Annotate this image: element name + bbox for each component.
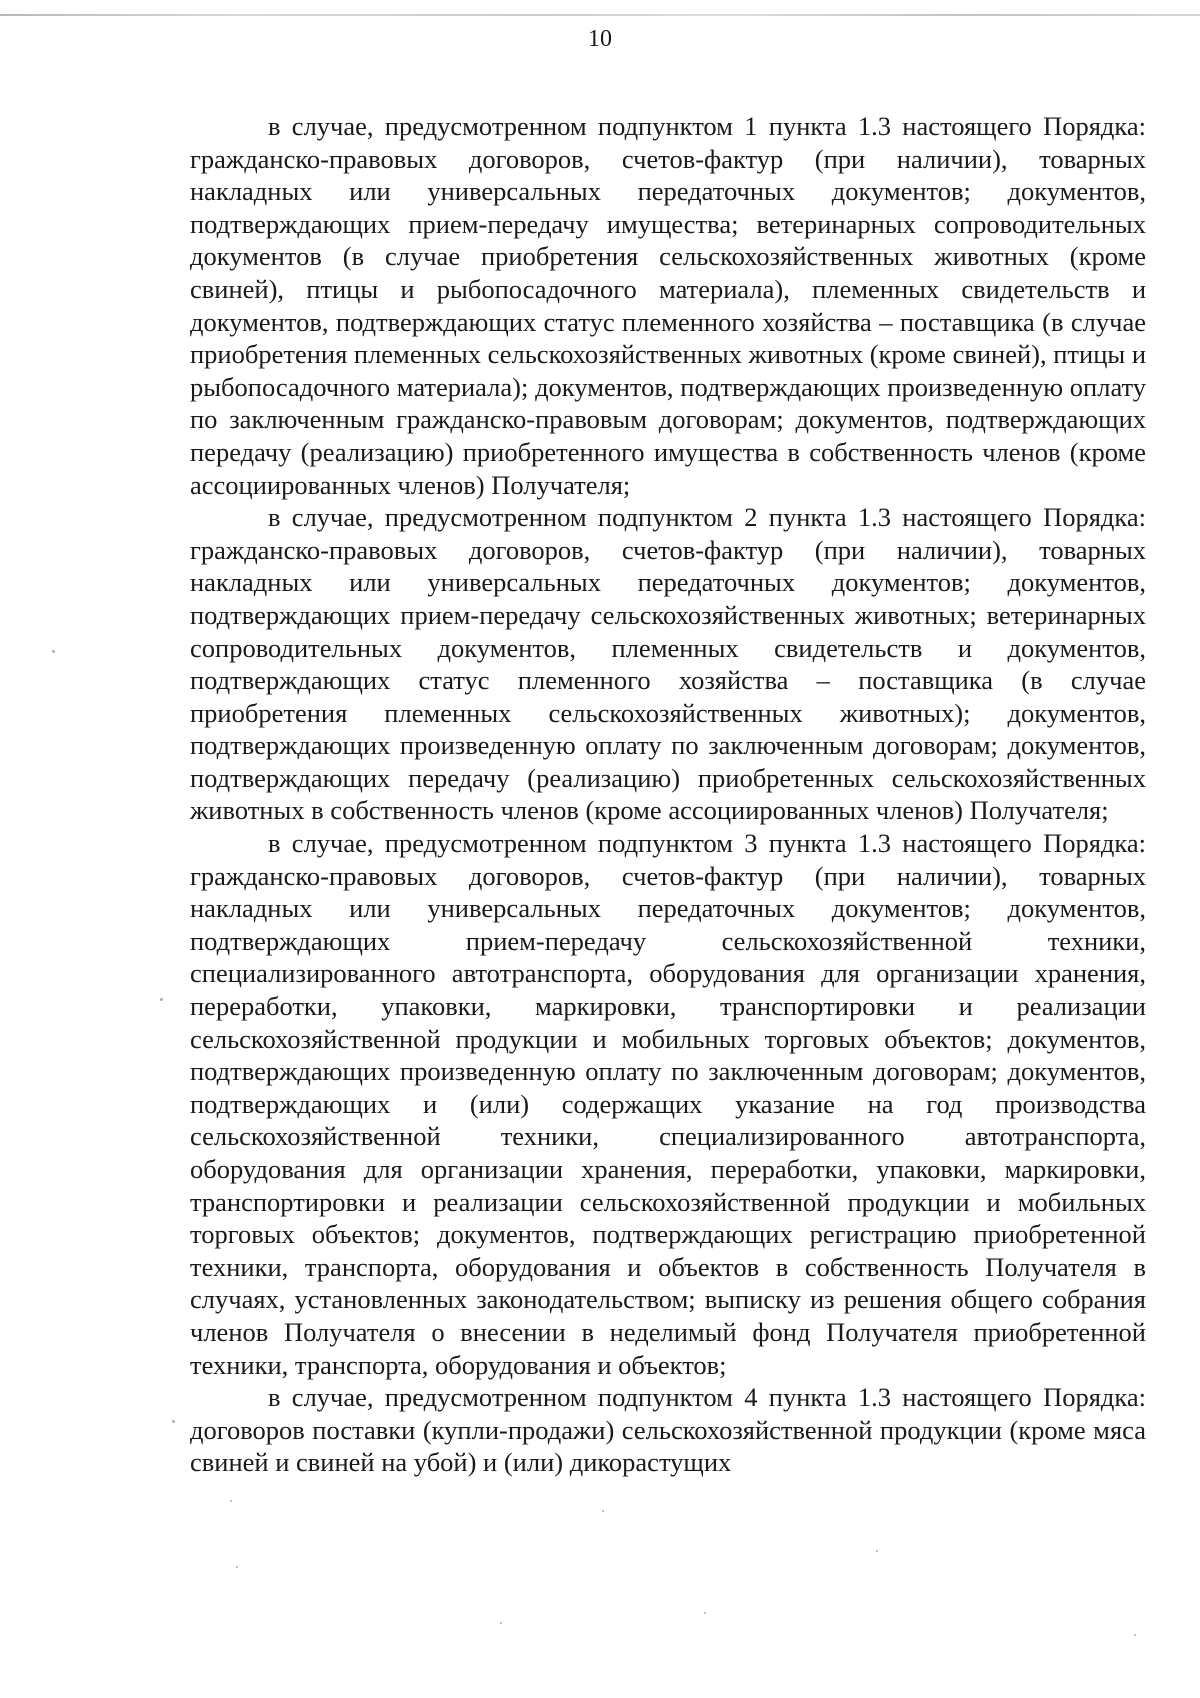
scan-speck	[160, 998, 163, 1001]
scan-speck	[602, 1510, 604, 1512]
paragraph-subitem-2: в случае, предусмотренном подпунктом 2 пункта 1.3 настоящего Порядка: гражданско-правовых договоров, счетов-фактур (при наличии), товарных накладных или универсальных передаточных документов; документов, подтверждающих прием-передачу сельскохозяйственных животных; ветеринарных сопроводительных документов, племенных свидетельств и документов, подтверждающих статус племенного хозяйства – поставщика (в случае приобретения племенных сельскохозяйственных животных); документов, подтверждающих произведенную оплату по заключенным договорам; документов, подтверждающих передачу (реализацию) приобретенных сельскохозяйственных животных в собственность членов (кроме ассоциированных членов) Получателя;	[190, 502, 1146, 826]
paragraph-subitem-4: в случае, предусмотренном подпунктом 4 пункта 1.3 настоящего Порядка: договоров поставки (купли-продажи) сельскохозяйственной продукции (кроме мяса свиней и свиней на убой) и (или) дикорастущих	[190, 1382, 1146, 1478]
scan-speck	[1134, 1634, 1136, 1636]
document-body	[190, 110, 1146, 1479]
paragraph-subitem-1: в случае, предусмотренном подпунктом 1 пункта 1.3 настоящего Порядка: гражданско-правовых договоров, счетов-фактур (при наличии), товарных накладных или универсальных передаточных документов; документов, подтверждающих прием-передачу имущества; ветеринарных сопроводительных документов (в случае приобретения сельскохозяйственных животных (кроме свиней), птицы и рыбопосадочного материала), племенных свидетельств и документов, подтверждающих статус племенного хозяйства – поставщика (в случае приобретения племенных сельскохозяйственных животных (кроме свиней), птицы и рыбопосадочного материала); документов, подтверждающих произведенную оплату по заключенным гражданско-правовым договорам; документов, подтверждающих передачу (реализацию) приобретенного имущества в собственность членов (кроме ассоциированных членов) Получателя;	[190, 111, 1146, 500]
page-number: 10	[588, 26, 612, 52]
scan-speck	[704, 1612, 706, 1614]
scan-speck	[500, 1622, 502, 1624]
scan-speck	[52, 650, 55, 653]
scan-speck	[876, 1550, 878, 1552]
scan-speck	[172, 1420, 175, 1423]
paragraph-subitem-3: в случае, предусмотренном подпунктом 3 пункта 1.3 настоящего Порядка: гражданско-правовых договоров, счетов-фактур (при наличии), товарных накладных или универсальных передаточных документов; документов, подтверждающих прием-передачу сельскохозяйственной техники, специализированного автотранспорта, оборудования для организации хранения, переработки, упаковки, маркировки, транспортировки и реализации сельскохозяйственной продукции и мобильных торговых объектов; документов, подтверждающих произведенную оплату по заключенным договорам; документов, подтверждающих и (или) содержащих указание на год производства сельскохозяйственной техники, специализированного автотранспорта, оборудования для организации хранения, переработки, упаковки, маркировки, транспортировки и реализации сельскохозяйственной продукции и мобильных торговых объектов; документов, подтверждающих регистрацию приобретенной техники, транспорта, оборудования и объектов в собственность Получателя в случаях, установленных законодательством; выписку из решения общего собрания членов Получателя о внесении в неделимый фонд Получателя приобретенной техники, транспорта, оборудования и объектов;	[190, 828, 1146, 1380]
scan-speck	[230, 1500, 232, 1502]
scan-speck	[236, 1566, 238, 1568]
scan-edge-line	[0, 14, 1200, 16]
